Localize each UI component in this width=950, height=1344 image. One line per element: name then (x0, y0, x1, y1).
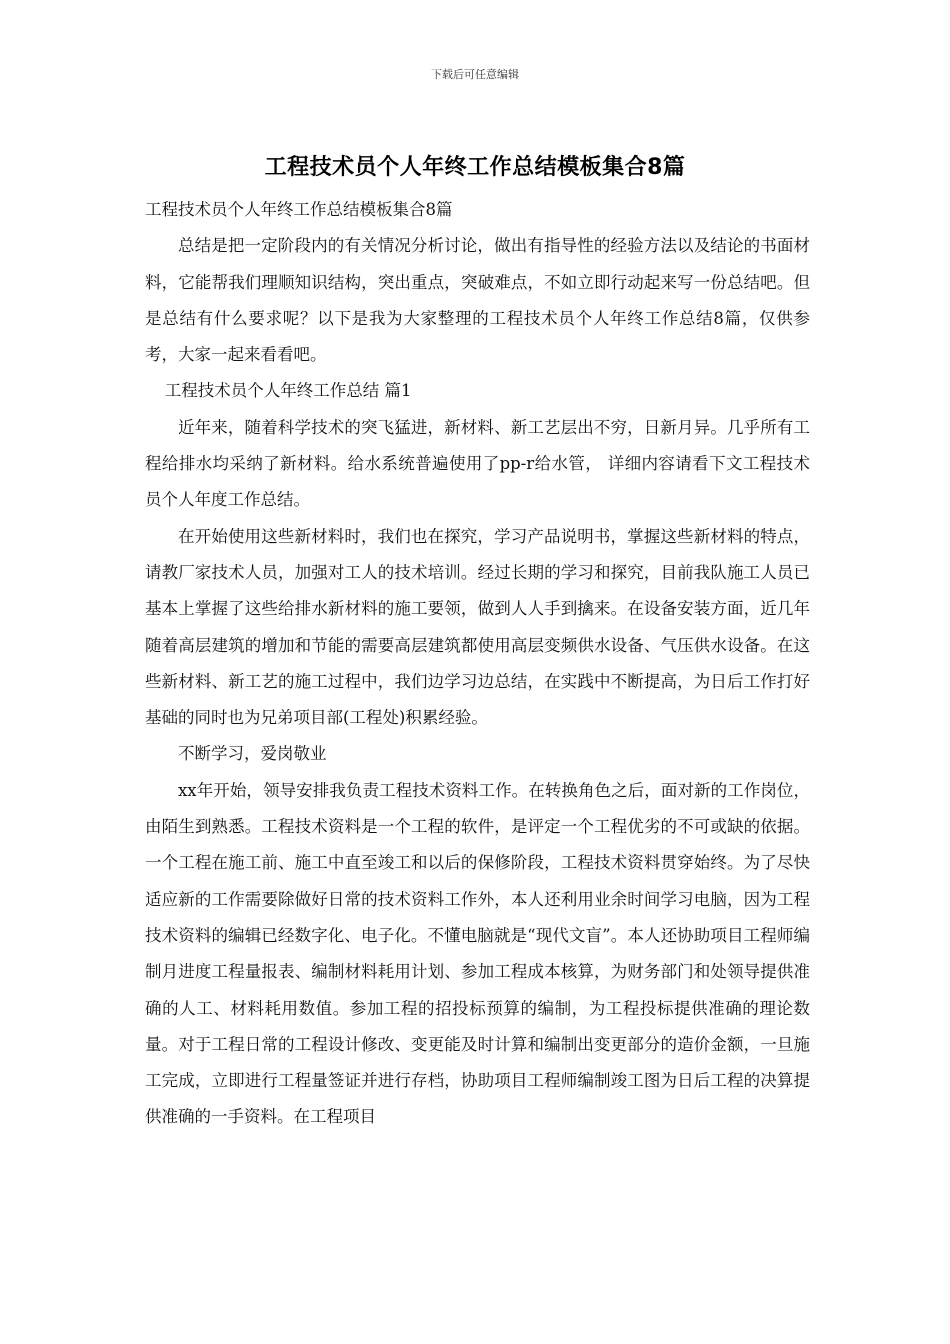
body-paragraph: xx年开始，领导安排我负责工程技术资料工作。在转换角色之后，面对新的工作岗位，由陌生到熟悉。工程技术资料是一个工程的软件，是评定一个工程优劣的不可或缺的依据。一个工程在施工前、施工中直至竣工和以后的保修阶段，工程技术资料贯穿始终。为了尽快适应新的工作需要除做好日常的技术资料工作外，本人还利用业余时间学习电脑，因为工程技术资料的编辑已经数字化、电子化。不懂电脑就是“现代文盲”。本人还协助项目工程师编制月进度工程量报表、编制材料耗用计划、参加工程成本核算，为财务部门和处领导提供准确的人工、材料耗用数值。参加工程的招投标预算的编制，为工程投标提供准确的理论数量。对于工程日常的工程设计修改、变更能及时计算和编制出变更部分的造价金额，一旦施工完成，立即进行工程量签证并进行存档，协助项目工程师编制竣工图为日后工程的决算提供准确的一手资料。在工程项目 (145, 780, 810, 1127)
section-heading: 工程技术员个人年终工作总结 篇1 (164, 381, 412, 401)
intro-paragraph: 总结是把一定阶段内的有关情况分析讨论，做出有指导性的经验方法以及结论的书面材料，它能帮我们理顺知识结构，突出重点，突破难点，不如立即行动起来写一份总结吧。但是总结有什么要求呢？以下是我为大家整理的工程技术员个人年终工作总结8篇，仅供参考，大家一起来看看吧。 (145, 236, 810, 365)
body-paragraph: 近年来，随着科学技术的突飞猛进，新材料、新工艺层出不穷，日新月异。几乎所有工程给排水均采纳了新材料。给水系统普遍使用了pp-r给水管， 详细内容请看下文工程技术员个人年度工作总结。 (145, 417, 810, 510)
document-title: 工程技术员个人年终工作总结模板集合8篇 (264, 155, 686, 180)
subtitle-paragraph: 工程技术员个人年终工作总结模板集合8篇 (145, 200, 453, 219)
document-body (145, 192, 810, 1136)
subheading-paragraph: 不断学习，爱岗敬业 (178, 744, 327, 764)
page-header: 下载后可任意编辑 (431, 68, 519, 81)
body-paragraph: 在开始使用这些新材料时，我们也在探究，学习产品说明书，掌握这些新材料的特点，请教厂家技术人员，加强对工人的技术培训。经过长期的学习和探究，目前我队施工人员已基本上掌握了这些给排水新材料的施工要领，做到人人手到擒来。在设备安装方面，近几年随着高层建筑的增加和节能的需要高层建筑都使用高层变频供水设备、气压供水设备。在这些新材料、新工艺的施工过程中，我们边学习边总结，在实践中不断提高，为日后工作打好基础的同时也为兄弟项目部(工程处)积累经验。 (145, 526, 810, 728)
